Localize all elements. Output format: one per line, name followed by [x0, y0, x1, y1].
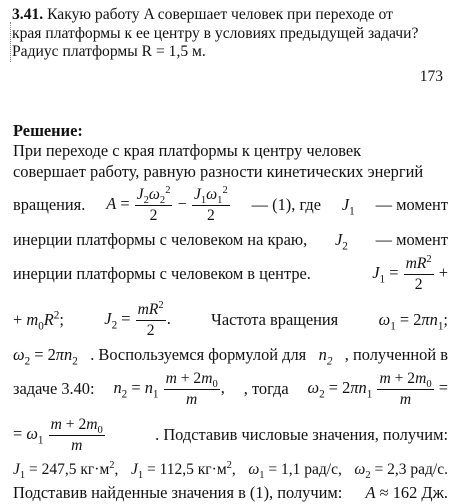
- solution-line-3: вращения. A = $\frac{J_2\omega_2^2}{2}$ − $\frac{J_1\omega_1^2}{2}$ — (1), где $J_1$ — момент: [13, 184, 448, 224]
- solution-line-4: инерции платформы с человеком на краю, $J_2$ — момент: [13, 229, 448, 252]
- j2-formula: $J_2$ = $\frac{mR^2}{2}$ .: [104, 299, 171, 339]
- problem-line-1: [12, 6, 444, 25]
- solution-line-1: При переходе с края платформы к центру человек: [13, 140, 362, 160]
- j1-formula: $J_1$ = $\frac{mR^2}{2}$ +: [372, 253, 448, 293]
- problem-number: 3.41.: [12, 6, 44, 23]
- omega2-formula: $\omega_2 = 2\pi n_1$ $\frac{m + 2m_0}{m}$ =: [307, 369, 448, 408]
- page-number: 173: [419, 68, 443, 85]
- solution-line-6: + $m_0R^2$; $J_2$ = $\frac{mR^2}{2}$ . Частота вращения $\omega_1 = 2\pi n_1$;: [13, 299, 448, 339]
- margin-dotted-line: [10, 22, 11, 62]
- n2-formula: $n_2 = n_1$ $\frac{m + 2m_0}{m}$ ,: [113, 369, 225, 408]
- solution-line-2: совершает работу, равную разности кинетических энергий: [13, 161, 424, 181]
- problem-text-1: Какую работу A совершает человек при переходе от: [47, 6, 393, 23]
- solution-line-7: $\omega_2 = 2\pi n_2$ . Воспользуемся формулой для $n_2$ , полученной в: [13, 344, 448, 367]
- problem-statement: [12, 6, 444, 62]
- solution-line-8: задаче 3.40: $n_2 = n_1$ $\frac{m + 2m_0}{m}$ , , тогда $\omega_2 = 2\pi n_1$ $\frac{m + 2m_0}{m}$ =: [13, 369, 448, 408]
- solution-line-5: инерции платформы с человеком в центре. $J_1$ = $\frac{mR^2}{2}$ +: [13, 253, 448, 293]
- problem-text-3: Радиус платформы R = 1,5 м.: [12, 43, 206, 60]
- solution: [13, 121, 448, 504]
- solution-line-10: $J_1 = 247,5$ $кг\cdot м^2$, $J_1 = 112,5$ $кг\cdot м^2$, $\omega_1 = 1,1$ рад/с, $\omega_2 = 2,3$ рад/с.: [13, 459, 448, 482]
- problem-text-2: края платформы к ее центру в условиях предыдущей задачи?: [12, 24, 419, 42]
- solution-line-9: = $\omega_1$ $\frac{m + 2m_0}{m}$ . Подставив числовые значения, получим:: [13, 415, 448, 454]
- solution-line-11: Подставив найденные значения в (1), получим: A ≈ 162 Дж.: [13, 483, 448, 502]
- work-formula: A = $\frac{J_2\omega_2^2}{2}$ − $\frac{J_1\omega_1^2}{2}$: [106, 184, 228, 224]
- solution-heading: Решение:: [13, 121, 83, 140]
